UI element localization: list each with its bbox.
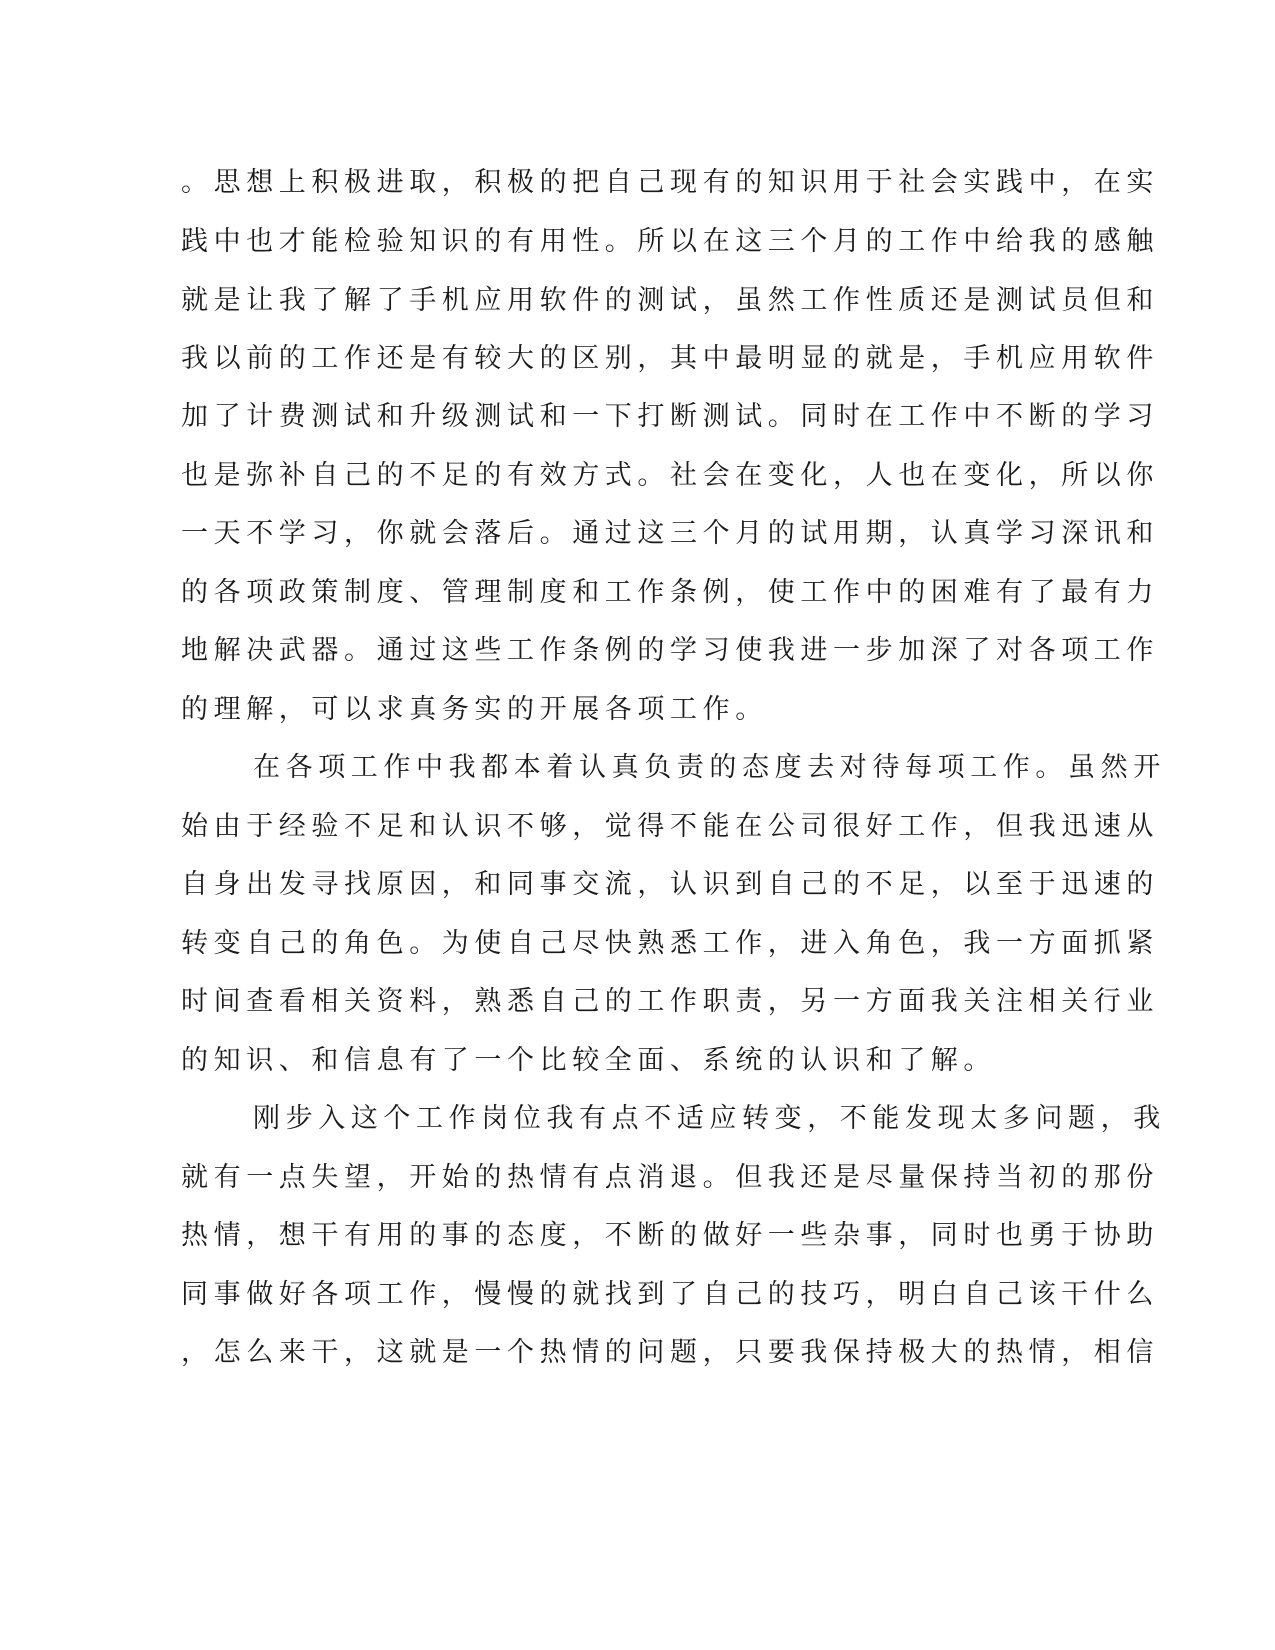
text-line: 的知识、和信息有了一个比较全面、系统的认识和了解。 <box>181 1045 996 1076</box>
text-line: 自身出发寻找原因，和同事交流，认识到自己的不足，以至于迅速的 <box>181 869 1159 900</box>
text-line: 热情，想干有用的事的态度，不断的做好一些杂事，同时也勇于协助 <box>181 1220 1159 1251</box>
text-line: 转变自己的角色。为使自己尽快熟悉工作，进入角色，我一方面抓紧 <box>181 928 1159 959</box>
text-line: 一天不学习，你就会落后。通过这三个月的试用期，认真学习深讯和 <box>181 518 1159 549</box>
text-line: 时间查看相关资料，熟悉自己的工作职责，另一方面我关注相关行业 <box>181 986 1159 1017</box>
text-line: ，怎么来干，这就是一个热情的问题，只要我保持极大的热情，相信 <box>181 1337 1159 1368</box>
text-line: 同事做好各项工作，慢慢的就找到了自己的技巧，明白自己该干什么 <box>181 1279 1159 1310</box>
text-line: 地解决武器。通过这些工作条例的学习使我进一步加深了对各项工作 <box>181 635 1159 666</box>
text-line: 的各项政策制度、管理制度和工作条例，使工作中的困难有了最有力 <box>181 577 1159 608</box>
text-line: 的理解，可以求真务实的开展各项工作。 <box>181 694 768 725</box>
text-line: 加了计费测试和升级测试和一下打断测试。同时在工作中不断的学习 <box>181 401 1159 432</box>
text-line: 始由于经验不足和认识不够，觉得不能在公司很好工作，但我迅速从 <box>181 811 1159 842</box>
paragraph-first-line: 在各项工作中我都本着认真负责的态度去对待每项工作。虽然开 <box>253 752 1166 783</box>
paragraph-first-line: 刚步入这个工作岗位我有点不适应转变，不能发现太多问题，我 <box>253 1103 1166 1134</box>
text-line: 。思想上积极进取，积极的把自己现有的知识用于社会实践中，在实 <box>181 167 1159 198</box>
text-line: 就有一点失望，开始的热情有点消退。但我还是尽量保持当初的那份 <box>181 1162 1159 1193</box>
text-line: 就是让我了解了手机应用软件的测试，虽然工作性质还是测试员但和 <box>181 285 1159 316</box>
text-line: 也是弥补自己的不足的有效方式。社会在变化，人也在变化，所以你 <box>181 460 1159 491</box>
text-line: 践中也才能检验知识的有用性。所以在这三个月的工作中给我的感触 <box>181 226 1159 257</box>
text-line: 我以前的工作还是有较大的区别，其中最明显的就是，手机应用软件 <box>181 343 1159 374</box>
